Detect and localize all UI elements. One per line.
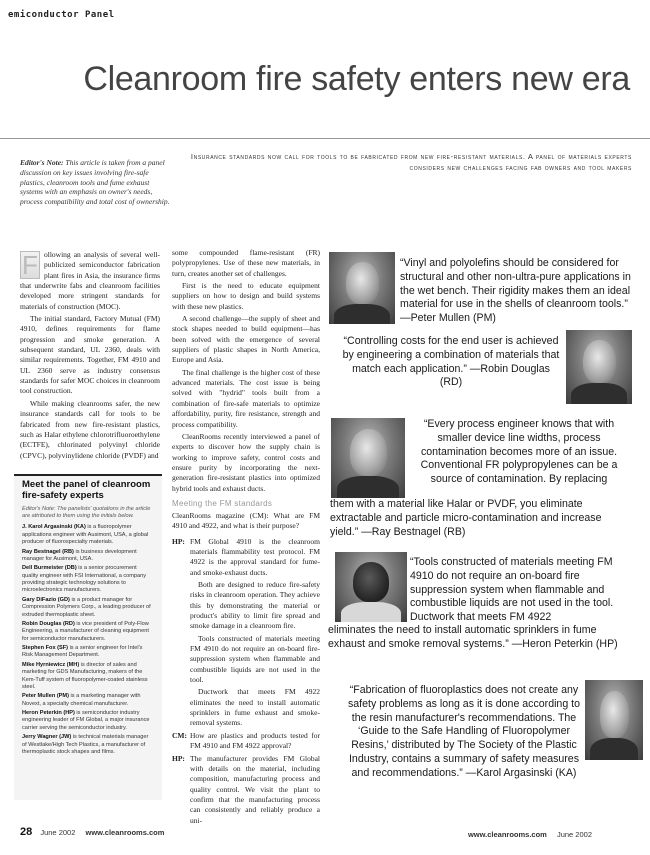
member-name: Gary DiFazio (GD) xyxy=(22,596,70,603)
panel-member xyxy=(22,710,154,732)
portrait-photo-douglas xyxy=(566,330,632,404)
pull-quote-peterkin: “Tools constructed of materials meeting FM 4910 do not require an on-board fire suppression system when flammable and combustible liquids are not used in the tool. Ductwork that meets FM 4922 xyxy=(410,556,614,624)
member-desc: is a senior procurement quality engineer with FSI International, a company providing strategic technology solutions to microelectronics manufacturers. xyxy=(22,565,147,594)
section-subhead: Meeting the FM standards xyxy=(172,498,273,508)
interview-answer xyxy=(172,754,320,826)
footer-date: June 2002 xyxy=(556,830,592,839)
answer-paragraph: Tools constructed of materials meeting FM 4910 do not require an on-board fire-suppression system when flammable and combustible liquids are not used in the tool. xyxy=(190,633,320,685)
member-name: Robin Douglas (RD) xyxy=(22,620,75,627)
body-paragraph: CleanRooms recently interviewed a panel of experts to discover how the supply chain is working to improve safety, control costs and ensure purity by incorporating the next-generation fire-resistant plastics into optimized hybrid tools and exhaust ducts. xyxy=(172,431,320,493)
pull-quote-argasinski: “Fabrication of fluoroplastics does not create any safety problems as long as it is done according to the resin manufacturer's recommendations. The ‘Guide to the Safe Handling of Fluoropolymer Resins,’ distributed by The Society of the Plastic Industry, contains a summary of safety measures and recommendations.” —Karol Argasinski (KA) xyxy=(347,684,580,779)
pull-quote-douglas: “Controlling costs for the end user is achieved by engineering a combination of materials that match each application.” —Robin Douglas (RD) xyxy=(342,335,560,389)
footer-url: www.cleanrooms.com xyxy=(467,830,547,839)
body-column-1 xyxy=(20,250,160,463)
editor-note-label: Editor's Note: xyxy=(20,158,64,167)
lead-text: ollowing an analysis of several well-publicized semiconductor fabrication plant fires in Asia, the insurance firms that underwrite fabs and cleanroom facilities developed more stringent standards for materials of construction (MOC). xyxy=(20,250,160,311)
pull-quote-mullen: “Vinyl and polyolefins should be considered for structural and other non-ultra-pure applications in the wet bench. Their rigidity makes them an ideal material for use in the shells of cleanroom tools.” —Peter Mullen (PM) xyxy=(400,257,631,325)
interview-answer xyxy=(172,537,320,578)
speaker-tag: CM: xyxy=(172,730,187,740)
panel-title: Meet the panel of cleanroom fire-safety experts xyxy=(22,479,151,501)
footer-url: www.cleanrooms.com xyxy=(85,828,165,837)
article-deck: Insurance standards now call for tools to be fabricated from new fire-resistant materials. A panel of materials experts considers new challenges facing fab owners and tool makers xyxy=(190,152,632,172)
answer-paragraph: Both are designed to reduce fire-safety risks in cleanroom operation. They achieve this by demonstrating the material or product's ability to limit fire spread and smoke damage in a cleanroom fire. xyxy=(190,580,320,631)
answer-text: FM Global 4910 is the cleanroom materials flammability test protocol. FM 4922 is the approval standard for fume- and smoke-exhaust ducts. xyxy=(190,536,320,577)
member-desc: is business development manager for Ausimont, USA. xyxy=(22,548,137,562)
member-name: Jerry Wagner (JW) xyxy=(22,734,72,741)
member-name: Peter Mullen (PM) xyxy=(22,693,69,700)
question-text: How are plastics and products tested for FM 4910 and FM 4922 approval? xyxy=(190,730,320,751)
body-paragraph: The final challenge is the higher cost of these advanced materials. The cost issue is being solved with "hydrid" tools built from a combination of fire-safe materials to optimize affordability, purity, fire resistance, strength and process compatibility. xyxy=(172,367,320,429)
portrait-photo-argasinski xyxy=(585,680,643,760)
member-desc: is technical materials manager of Westlake/High Tech Plastics, a manufacturer of thermoplastic stock shapes and films. xyxy=(22,734,149,755)
pull-quote-bestnagel: “Every process engineer knows that with smaller device line widths, process contamination becomes more of an issue. Conventional FR polypropylenes can be a source of contamination. By replacing xyxy=(420,418,618,486)
editor-note xyxy=(20,158,170,207)
body-column-2 xyxy=(172,248,320,828)
panel-member xyxy=(22,734,154,756)
body-paragraph: First is the need to educate equipment suppliers on how to design and build systems with these new plastics. xyxy=(172,281,320,311)
panel-member xyxy=(22,645,154,660)
member-name: Ray Bestnagel (RB) xyxy=(22,548,74,555)
footer-left xyxy=(20,826,164,838)
drop-cap: F xyxy=(20,251,40,279)
portrait-photo-mullen xyxy=(329,252,395,324)
portrait-photo-peterkin xyxy=(335,552,407,622)
body-paragraph: A second challenge—the supply of sheet and stock shapes needed to build equipment—has been solved with the emergence of several suppliers of plastic shapes in North America, Europe and Asia. xyxy=(172,314,320,365)
member-desc: is a marketing manager with Novext, a specialty chemical manufacturer. xyxy=(22,693,141,707)
answer-paragraph: Ductwork that meets FM 4922 eliminates the need to install automatic sprinklers in fume exhaust and smoke-removal systems. xyxy=(190,687,320,728)
member-name: Heron Peterkin (HP) xyxy=(22,710,75,716)
speaker-tag: HP: xyxy=(172,753,185,763)
panel-subtitle: Editor's Note: The panelists' quotations in the article are attributed to them using the initials below. xyxy=(22,505,151,520)
pull-quote-peterkin-continued: eliminates the need to install automatic sprinklers in fume exhaust and smoke removal systems.” —Heron Peterkin (HP) xyxy=(328,624,618,650)
panel-member xyxy=(22,549,154,564)
lead-paragraph xyxy=(20,250,160,312)
member-desc: is a product manager for Compression Polymers Corp., a leading producer of extruded thermoplastic sheet. xyxy=(22,596,151,618)
article-title: Cleanroom fire safety enters new era xyxy=(83,60,630,98)
member-name: Stephen Fox (SF) xyxy=(22,645,68,651)
panel-member xyxy=(22,621,154,643)
answer-text: The manufacturer provides FM Global with details on the material, including composition, manufacturing process and quality control. We visit the plant to confirm that the manufacturing process can consistently and reliably produce a uni- xyxy=(190,753,320,825)
panel-member xyxy=(22,524,154,546)
body-paragraph: The initial standard, Factory Mutual (FM) 4910, defines requirements for flame progression and smoke generation. A subsequent standard, UL 2360, deals with similar requirements. Together, FM 4910 and UL 2360 serve as industry consensus standards for safer MOC choices in cleanroom tool construction. xyxy=(20,314,160,396)
member-name: J. Karol Argasinski (KA) xyxy=(22,524,86,531)
member-desc: is vice president of Poly-Flow Engineering, a manufacturer of cleaning equipment for semiconductor manufacturers. xyxy=(22,620,149,642)
member-desc: is a senior engineer for Intel's Risk Management Department. xyxy=(22,645,143,659)
panel-member xyxy=(22,693,154,708)
panel-member xyxy=(22,565,154,595)
speaker-tag: HP: xyxy=(172,536,185,546)
member-desc: is a fluoropolymer applications engineer with Ausimont, USA, a global producer of fluorospecialty materials. xyxy=(22,524,149,546)
interview-question xyxy=(172,731,320,752)
portrait-photo-bestnagel xyxy=(331,418,405,498)
page-number: 28 xyxy=(20,826,33,838)
body-paragraph: While making cleanrooms safer, the new insurance standards call for tools to be fabricated from new fire-resistant plastics, such as Halar ethylene chlorotrifluoroethylene (ECTFE), chlorinated polyvinyl chloride (CPVC), polyvinylidene chloride (PVDF) and xyxy=(20,398,160,460)
footer-right xyxy=(468,830,592,839)
interview-question: CleanRooms magazine (CM): What are FM 4910 and 4922, and what is their purpose? xyxy=(172,510,320,531)
member-name: Dell Burmeister (DB) xyxy=(22,565,77,572)
panel-member xyxy=(22,662,154,692)
editor-note-text: This article is taken from a panel discussion on key issues involving fire-safe plastics, cleanroom tools and fume exhaust systems with an emphasis on owner's needs, process compatibility and total cost of ownership. xyxy=(20,158,170,206)
member-desc: is director of sales and marketing for GDS Manufacturing, makers of the Kem-Tuff system of fluoropolymer-coated stainless steel. xyxy=(22,661,148,690)
section-label: emiconductor Panel xyxy=(8,10,115,20)
pull-quote-bestnagel-continued: them with a material like Halar or PVDF, you eliminate extractable and particle micro-contamination and increase yield.” —Ray Bestnagel (RB) xyxy=(330,498,602,538)
header-rule xyxy=(0,138,650,139)
member-name: Mike Hyrniewicz (MH) xyxy=(22,661,80,668)
panel-member xyxy=(22,597,154,619)
body-paragraph: some compounded flame-resistant (FR) polypropylenes. Use of these new materials, in turn, creates another set of challenges. xyxy=(172,248,320,278)
footer-date: June 2002 xyxy=(40,828,76,837)
member-desc: is semiconductor industry engineering leader of FM Global, a major insurance carrier serving the semiconductor industry. xyxy=(22,710,150,731)
panel-sidebar xyxy=(14,474,162,800)
